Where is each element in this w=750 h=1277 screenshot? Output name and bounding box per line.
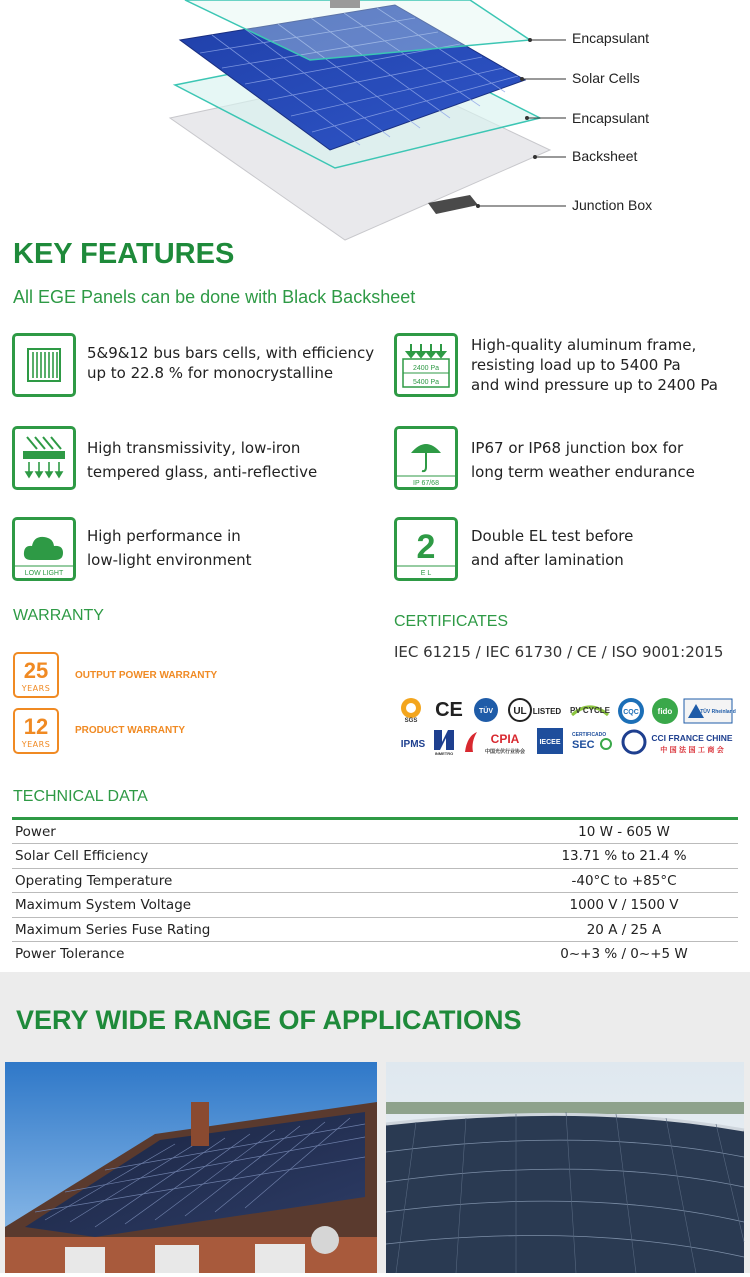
feature-text-junction-box bbox=[471, 438, 695, 482]
feature-text-bus-bars bbox=[87, 343, 374, 383]
sgs-logo-text: SGS bbox=[404, 718, 418, 724]
warranty-badge-output bbox=[13, 652, 59, 698]
svg-text:LISTED: LISTED bbox=[532, 707, 562, 716]
feature-line: High performance in bbox=[87, 527, 241, 545]
tempered-glass-icon bbox=[12, 426, 76, 490]
panel-layer-diagram bbox=[0, 0, 750, 240]
feature-line: High transmissivity, low-iron bbox=[87, 439, 301, 457]
table-row bbox=[12, 820, 738, 844]
iecee-logo bbox=[537, 728, 563, 754]
layer-label-backsheet: Backsheet bbox=[572, 148, 638, 164]
pv-cycle-logo bbox=[568, 697, 612, 723]
layer-label-encapsulant-bottom: Encapsulant bbox=[572, 110, 650, 126]
commercial-rooftop-photo bbox=[386, 1062, 744, 1273]
applications-title: VERY WIDE RANGE OF APPLICATIONS bbox=[16, 1005, 522, 1035]
ipms-logo bbox=[397, 729, 429, 755]
ul-listed-logo bbox=[507, 697, 563, 723]
warranty-label-output: OUTPUT POWER WARRANTY bbox=[75, 670, 218, 681]
feature-text-el-test bbox=[471, 526, 633, 570]
spec-name: Solar Cell Efficiency bbox=[15, 848, 149, 865]
spec-name: Power Tolerance bbox=[15, 945, 125, 962]
tuv-rheinland-logo bbox=[684, 699, 736, 723]
feature-line: tempered glass, anti-reflective bbox=[87, 463, 318, 481]
feature-line: low-light environment bbox=[87, 551, 252, 569]
cqc-logo bbox=[617, 697, 645, 725]
tuv-logo bbox=[473, 697, 499, 723]
fido-logo bbox=[651, 697, 679, 725]
sec-logo-main-text: SEC bbox=[572, 739, 595, 751]
warranty-years-number: 12 bbox=[23, 714, 49, 739]
feature-line: long term weather endurance bbox=[471, 463, 695, 481]
technical-data-table bbox=[12, 817, 738, 966]
low-light-cloud-icon bbox=[12, 517, 76, 581]
feature-line: 5&9&12 bus bars cells, with efficiency bbox=[87, 344, 375, 362]
svg-text:UL: UL bbox=[513, 706, 527, 717]
spec-value: 13.71 % to 21.4 % bbox=[561, 848, 687, 865]
sec-logo bbox=[570, 728, 616, 754]
frame-load-icon-label-2: 5400 Pa bbox=[412, 379, 440, 386]
certificates-title: CERTIFICATES bbox=[394, 613, 509, 630]
key-features-subtitle: All EGE Panels can be done with Black Backsheet bbox=[13, 287, 416, 307]
feature-line: IP67 or IP68 junction box for bbox=[471, 439, 684, 457]
inmetro-logo-text: INMETRO bbox=[434, 751, 454, 756]
umbrella-icon bbox=[394, 426, 458, 490]
table-row bbox=[12, 942, 738, 966]
pv-cycle-logo-text: PV CYCLE bbox=[569, 706, 611, 715]
spec-name: Maximum Series Fuse Rating bbox=[15, 921, 211, 938]
feature-line: resisting load up to 5400 Pa bbox=[471, 356, 681, 374]
spec-name: Operating Temperature bbox=[15, 872, 173, 889]
cpia-logo-text: CPIA bbox=[490, 732, 520, 746]
layer-label-solar-cells: Solar Cells bbox=[572, 70, 640, 86]
el-test-icon bbox=[394, 517, 458, 581]
warranty-badge-product bbox=[13, 708, 59, 754]
warranty-title: WARRANTY bbox=[13, 607, 104, 624]
cci-logo-subtext: 中 国 法 国 工 商 会 bbox=[660, 746, 724, 754]
table-row bbox=[12, 918, 738, 942]
cci-france-chine-logo bbox=[622, 728, 734, 756]
el-test-icon-number: 2 bbox=[416, 528, 436, 566]
low-light-icon-label: LOW LIGHT bbox=[24, 570, 64, 577]
layer-label-junction-box: Junction Box bbox=[572, 197, 653, 213]
sgs-logo bbox=[397, 696, 427, 724]
residential-rooftop-photo bbox=[5, 1062, 377, 1273]
spec-value: -40°C to +85°C bbox=[571, 872, 677, 889]
el-test-icon-label: E L bbox=[420, 570, 432, 577]
feature-line: High-quality aluminum frame, bbox=[471, 336, 697, 354]
spec-value: 0~+3 % / 0~+5 W bbox=[560, 945, 688, 962]
warranty-years-number: 25 bbox=[23, 658, 49, 683]
sec-logo-top-text: CERTIFICADO bbox=[572, 732, 607, 738]
fido-logo-text: fido bbox=[657, 707, 673, 716]
warranty-years-unit: YEARS bbox=[21, 684, 51, 693]
key-features-title: KEY FEATURES bbox=[13, 238, 235, 270]
frame-load-icon-label-1: 2400 Pa bbox=[412, 365, 440, 372]
ce-logo: CE bbox=[435, 698, 463, 721]
applications-section bbox=[0, 972, 750, 1273]
cpia-logo bbox=[461, 728, 531, 756]
frame-load-icon bbox=[394, 333, 458, 397]
warranty-label-product: PRODUCT WARRANTY bbox=[75, 725, 185, 736]
cpia-logo-subtext: 中国光伏行业协会 bbox=[484, 749, 526, 755]
feature-line: and after lamination bbox=[471, 551, 624, 569]
iecee-logo-text: IECEE bbox=[539, 739, 561, 746]
spec-name: Power bbox=[15, 824, 56, 840]
feature-line: up to 22.8 % for monocrystalline bbox=[87, 364, 334, 382]
feature-text-low-light bbox=[87, 526, 252, 570]
feature-line: Double EL test before bbox=[471, 527, 634, 545]
layer-label-encapsulant-top: Encapsulant bbox=[572, 30, 650, 46]
certificates-list: IEC 61215 / IEC 61730 / CE / ISO 9001:2015 bbox=[394, 643, 724, 661]
spec-value: 1000 V / 1500 V bbox=[569, 897, 679, 914]
spec-value: 20 A / 25 A bbox=[586, 921, 662, 938]
feature-line: and wind pressure up to 2400 Pa bbox=[471, 376, 718, 394]
bus-bar-cell-icon bbox=[12, 333, 76, 397]
spec-name: Maximum System Voltage bbox=[15, 897, 192, 914]
cqc-logo-text: CQC bbox=[623, 709, 639, 716]
ipms-logo-text: IPMS bbox=[400, 739, 426, 750]
spec-value: 10 W - 605 W bbox=[578, 824, 670, 840]
table-row bbox=[12, 869, 738, 893]
table-row bbox=[12, 893, 738, 917]
table-row bbox=[12, 844, 738, 868]
feature-text-glass bbox=[87, 438, 317, 482]
warranty-years-unit: YEARS bbox=[21, 740, 51, 749]
umbrella-icon-label: IP 67/68 bbox=[413, 480, 439, 487]
cci-logo-main-text: CCI FRANCE CHINE bbox=[651, 733, 733, 743]
tuv-logo-text: TÜV bbox=[479, 708, 493, 715]
tuv-rheinland-logo-text: TÜV Rheinland bbox=[700, 709, 736, 715]
feature-text-frame bbox=[471, 335, 718, 395]
inmetro-logo bbox=[432, 728, 456, 756]
technical-data-title: TECHNICAL DATA bbox=[13, 788, 148, 805]
